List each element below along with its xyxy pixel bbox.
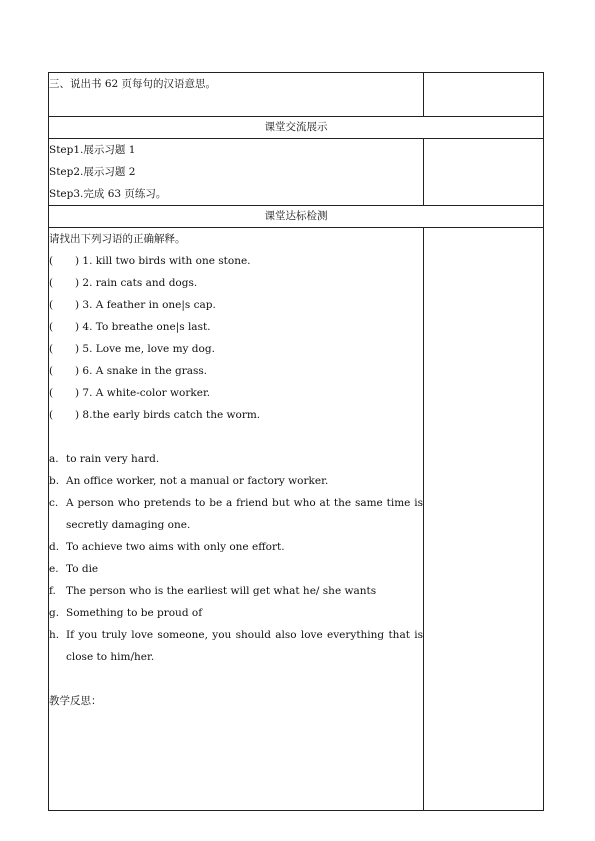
- option-g: [49, 602, 423, 624]
- option-text: to rain very hard.: [66, 453, 160, 465]
- idiom-item-2: [49, 272, 423, 294]
- open-paren: (: [49, 321, 54, 333]
- step-1: Step1.展示习题 1: [49, 144, 136, 156]
- worksheet-page: [48, 72, 543, 811]
- check-notes-cell: [424, 228, 544, 811]
- idiom-item-6: [49, 360, 423, 382]
- check-header-row: [49, 206, 544, 228]
- open-paren: (: [49, 299, 54, 311]
- section3-cell: [49, 73, 424, 117]
- open-paren: (: [49, 343, 54, 355]
- section3-notes-cell: [424, 73, 544, 117]
- section3-row: [49, 73, 544, 117]
- open-paren: (: [49, 277, 54, 289]
- option-letter: b.: [49, 475, 60, 487]
- idiom-item-5: [49, 338, 423, 360]
- section3-text: 三、说出书 62 页每句的汉语意思。: [49, 78, 217, 90]
- option-letter: h.: [49, 629, 60, 641]
- idiom-text: ) 1. kill two birds with one stone.: [75, 255, 251, 267]
- open-paren: (: [49, 387, 54, 399]
- option-b: [49, 470, 423, 492]
- idiom-text: ) 2. rain cats and dogs.: [75, 277, 198, 289]
- exchange-notes-cell: [424, 139, 544, 206]
- option-letter: c.: [49, 497, 59, 509]
- open-paren: (: [49, 409, 54, 421]
- option-text: To die: [66, 563, 99, 575]
- idiom-text: ) 3. A feather in one|s cap.: [75, 299, 216, 311]
- option-letter: g.: [49, 607, 60, 619]
- exchange-title: 课堂交流展示: [49, 117, 544, 139]
- check-title: 课堂达标检测: [49, 206, 544, 228]
- idiom-item-7: [49, 382, 423, 404]
- reflection-area: [49, 690, 423, 810]
- check-row: [49, 228, 544, 811]
- option-text: The person who is the earliest will get what he/ she wants: [66, 585, 377, 597]
- exchange-header-row: [49, 117, 544, 139]
- option-f: [49, 580, 423, 602]
- option-letter: f.: [49, 585, 56, 597]
- check-instruction: 请找出下列习语的正确解释。: [49, 233, 186, 245]
- idiom-text: ) 5. Love me, love my dog.: [75, 343, 215, 355]
- idiom-text: ) 7. A white-color worker.: [75, 387, 211, 399]
- lesson-table: [48, 72, 544, 811]
- option-letter: e.: [49, 563, 59, 575]
- option-text: To achieve two aims with only one effort.: [66, 541, 285, 553]
- step-3: Step3.完成 63 页练习。: [49, 188, 167, 200]
- option-letter: d.: [49, 541, 60, 553]
- spacer: [49, 668, 423, 690]
- exchange-cell: [49, 139, 424, 206]
- open-paren: (: [49, 255, 54, 267]
- idiom-item-8: [49, 404, 423, 426]
- option-text: If you truly love someone, you should also love everything that is close to him/her.: [66, 629, 423, 663]
- exchange-row: [49, 139, 544, 206]
- idiom-item-4: [49, 316, 423, 338]
- open-paren: (: [49, 365, 54, 377]
- idiom-item-1: [49, 250, 423, 272]
- option-text: Something to be proud of: [66, 607, 203, 619]
- option-letter: a.: [49, 453, 59, 465]
- reflection-label: 教学反思：: [49, 695, 102, 707]
- option-text: An office worker, not a manual or factory worker.: [66, 475, 329, 487]
- check-cell: [49, 228, 424, 811]
- option-d: [49, 536, 423, 558]
- option-c: [49, 492, 423, 536]
- idiom-text: ) 4. To breathe one|s last.: [75, 321, 211, 333]
- step-2: Step2.展示习题 2: [49, 166, 136, 178]
- idiom-text: ) 6. A snake in the grass.: [75, 365, 208, 377]
- idiom-text: ) 8.the early birds catch the worm.: [75, 409, 261, 421]
- option-a: [49, 448, 423, 470]
- option-text: A person who pretends to be a friend but who at the same time is secretly damaging one.: [66, 497, 423, 531]
- option-h: [49, 624, 423, 668]
- option-e: [49, 558, 423, 580]
- idiom-item-3: [49, 294, 423, 316]
- spacer: [49, 426, 423, 448]
